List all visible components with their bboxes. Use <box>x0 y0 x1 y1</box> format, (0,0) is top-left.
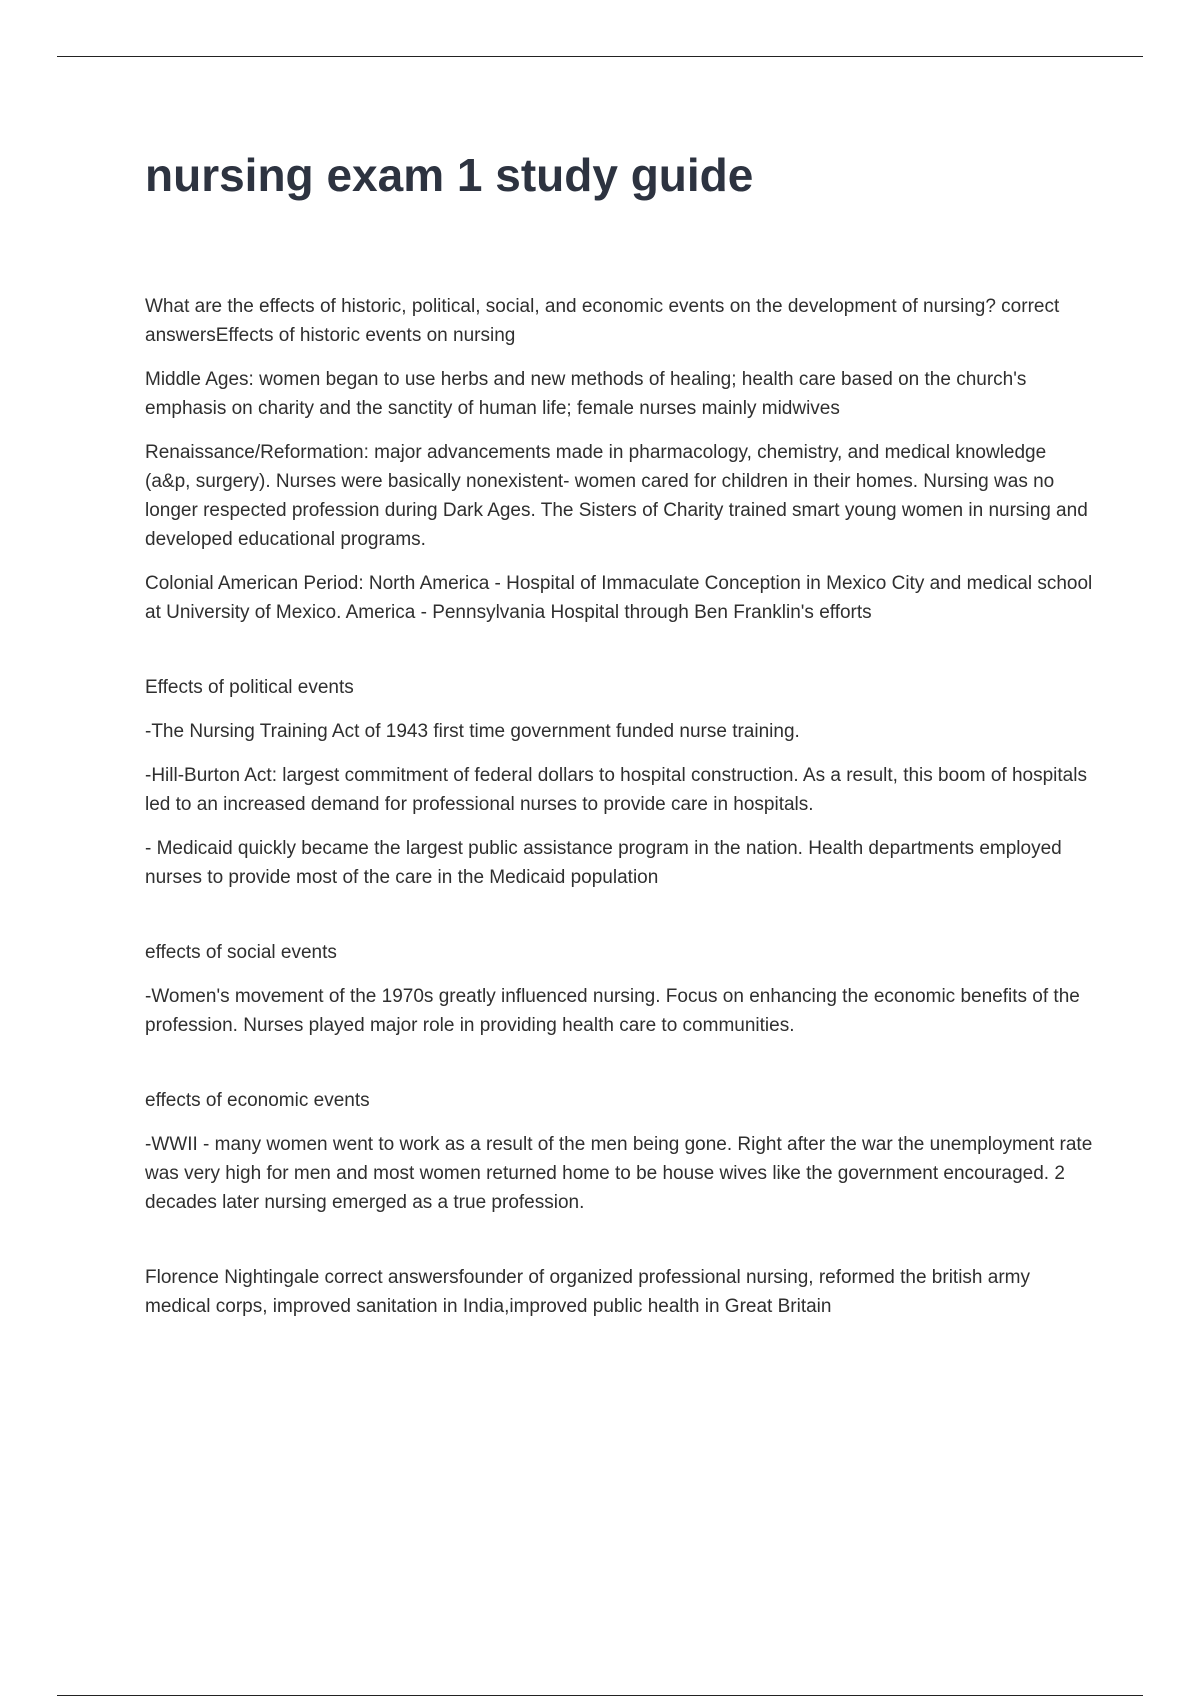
paragraph-nursing-training-act: -The Nursing Training Act of 1943 first time government funded nurse training. <box>145 721 800 742</box>
question-florence-nightingale: Florence Nightingale correct answersfounder of organized professional nursing, reformed the british army medical corps, improved sanitation in India,improved public health in Great Britain <box>145 1267 1030 1317</box>
heading-economic-events: effects of economic events <box>145 1090 370 1111</box>
paragraph-middle-ages: Middle Ages: women began to use herbs and new methods of healing; health care based on the church's emphasis on charity and the sanctity of human life; female nurses mainly midwives <box>145 369 1027 419</box>
document-body <box>145 292 1095 1336</box>
bottom-rule <box>57 1695 1143 1696</box>
paragraph-hill-burton-act: -Hill-Burton Act: largest commitment of federal dollars to hospital construction. As a result, this boom of hospitals led to an increased demand for professional nurses to provide care in hospitals. <box>145 765 1087 815</box>
top-rule <box>57 56 1143 57</box>
heading-political-events: Effects of political events <box>145 677 354 698</box>
paragraph-womens-movement: -Women's movement of the 1970s greatly influenced nursing. Focus on enhancing the economic benefits of the profession. Nurses played major role in providing health care to communities. <box>145 986 1080 1036</box>
paragraph-renaissance: Renaissance/Reformation: major advancements made in pharmacology, chemistry, and medical knowledge (a&p, surgery). Nurses were basically nonexistent- women cared for children in their homes. Nursing was no longer respected profession during Dark Ages. The Sisters of Charity trained smart young women in nursing and developed educational programs. <box>145 442 1088 550</box>
paragraph-medicaid: - Medicaid quickly became the largest public assistance program in the nation. Health departments employed nurses to provide most of the care in the Medicaid population <box>145 838 1062 888</box>
heading-social-events: effects of social events <box>145 942 337 963</box>
question-historic-effects: What are the effects of historic, political, social, and economic events on the development of nursing? correct answersEffects of historic events on nursing <box>145 296 1060 346</box>
paragraph-colonial-american: Colonial American Period: North America - Hospital of Immaculate Conception in Mexico City and medical school at University of Mexico. America - Pennsylvania Hospital through Ben Franklin's efforts <box>145 573 1093 623</box>
paragraph-wwii: -WWII - many women went to work as a result of the men being gone. Right after the war the unemployment rate was very high for men and most women returned home to be house wives like the government encouraged. 2 decades later nursing emerged as a true profession. <box>145 1134 1093 1213</box>
page-title: nursing exam 1 study guide <box>145 149 754 201</box>
